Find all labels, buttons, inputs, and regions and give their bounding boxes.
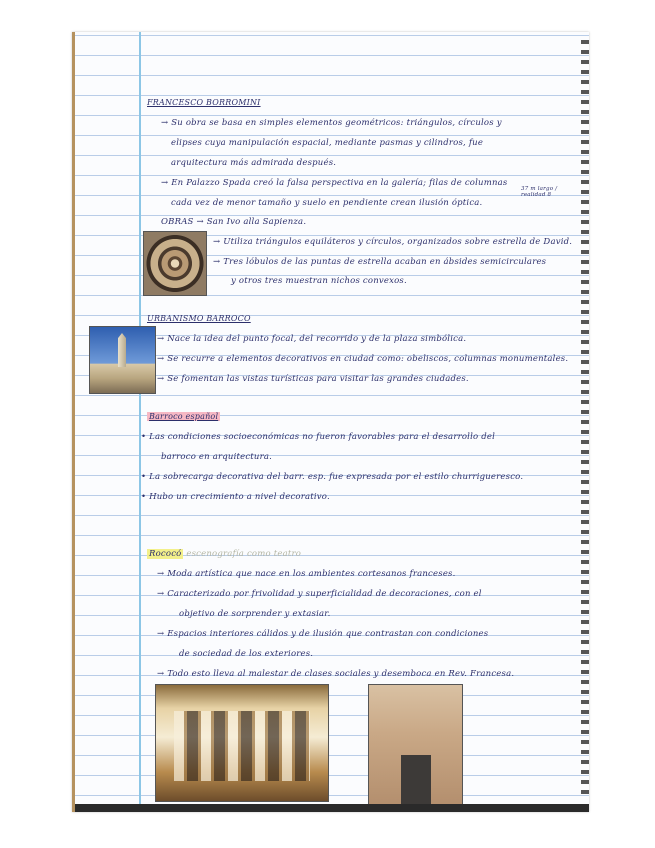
note-line: elipses cuya manipulación espacial, mediante pasmas y cilindros, fue [171, 138, 484, 148]
margin-note: 37 m largo / realidad 8 [521, 186, 558, 198]
section-title-rococo [147, 549, 301, 559]
note-line: de sociedad de los exteriores. [179, 649, 314, 659]
note-line: → Moda artística que nace en los ambientes cortesanos franceses. [157, 569, 456, 579]
note-line: arquitectura más admirada después. [171, 158, 337, 168]
note-line: → Se recurre a elementos decorativos en ciudad como: obeliscos, columnas monumentales. [157, 354, 569, 364]
note-line: y otros tres muestran nichos convexos. [231, 276, 407, 286]
section-title-urbanismo: URBANISMO BARROCO [147, 314, 251, 323]
note-line: → Todo esto lleva al malestar de clases sociales y desemboca en Rev. Francesa. [157, 669, 515, 679]
note-line: → En Palazzo Spada creó la falsa perspectiva en la galería; filas de columnas [161, 178, 508, 188]
note-line: → Se fomentan las vistas turísticas para visitar las grandes ciudades. [157, 374, 469, 384]
note-line: → Espacios interiores cálidos y de ilusión que contrastan con condiciones [157, 629, 489, 639]
photo-obelisk-plaza [89, 326, 156, 394]
section-title-barroco-espanol [147, 412, 220, 421]
section-title-borromini: FRANCESCO BORROMINI [147, 98, 261, 107]
note-line: OBRAS → San Ivo alla Sapienza. [161, 217, 307, 227]
photo-churrigueresque-portal [368, 684, 463, 808]
note-line: • Las condiciones socioeconómicas no fueron favorables para el desarrollo del [141, 432, 496, 442]
section-subtitle: escenografía como teatro [186, 549, 302, 559]
note-line: • Hubo un crecimiento a nivel decorativo. [141, 492, 330, 502]
highlight: Rococó [149, 549, 182, 559]
page-bottom-edge [75, 804, 589, 812]
spiral-binding [581, 40, 589, 800]
note-line: → Tres lóbulos de las puntas de estrella acaban en ábsides semicirculares [213, 257, 547, 267]
note-line: → Su obra se basa en simples elementos geométricos: triángulos, círculos y [161, 118, 502, 128]
note-line: barroco en arquitectura. [161, 452, 273, 462]
notebook-page [72, 32, 589, 812]
note-line: cada vez de menor tamaño y suelo en pendiente crean ilusión óptica. [171, 198, 483, 208]
photo-star-vault [143, 231, 207, 296]
note-line: objetivo de sorprender y extasiar. [179, 609, 331, 619]
note-line: → Utiliza triángulos equiláteros y círculos, organizados sobre estrella de David. [213, 237, 573, 247]
note-line: → Nace la idea del punto focal, del recorrido y de la plaza simbólica. [157, 334, 467, 344]
photo-rococo-hall [155, 684, 329, 802]
highlight: Barroco español [149, 412, 219, 421]
note-line: • La sobrecarga decorativa del barr. esp. fue expresada por el estilo churrigueresco. [141, 472, 524, 482]
margin-line [139, 32, 141, 812]
note-line: → Caracterizado por frivolidad y superficialidad de decoraciones, con el [157, 589, 482, 599]
